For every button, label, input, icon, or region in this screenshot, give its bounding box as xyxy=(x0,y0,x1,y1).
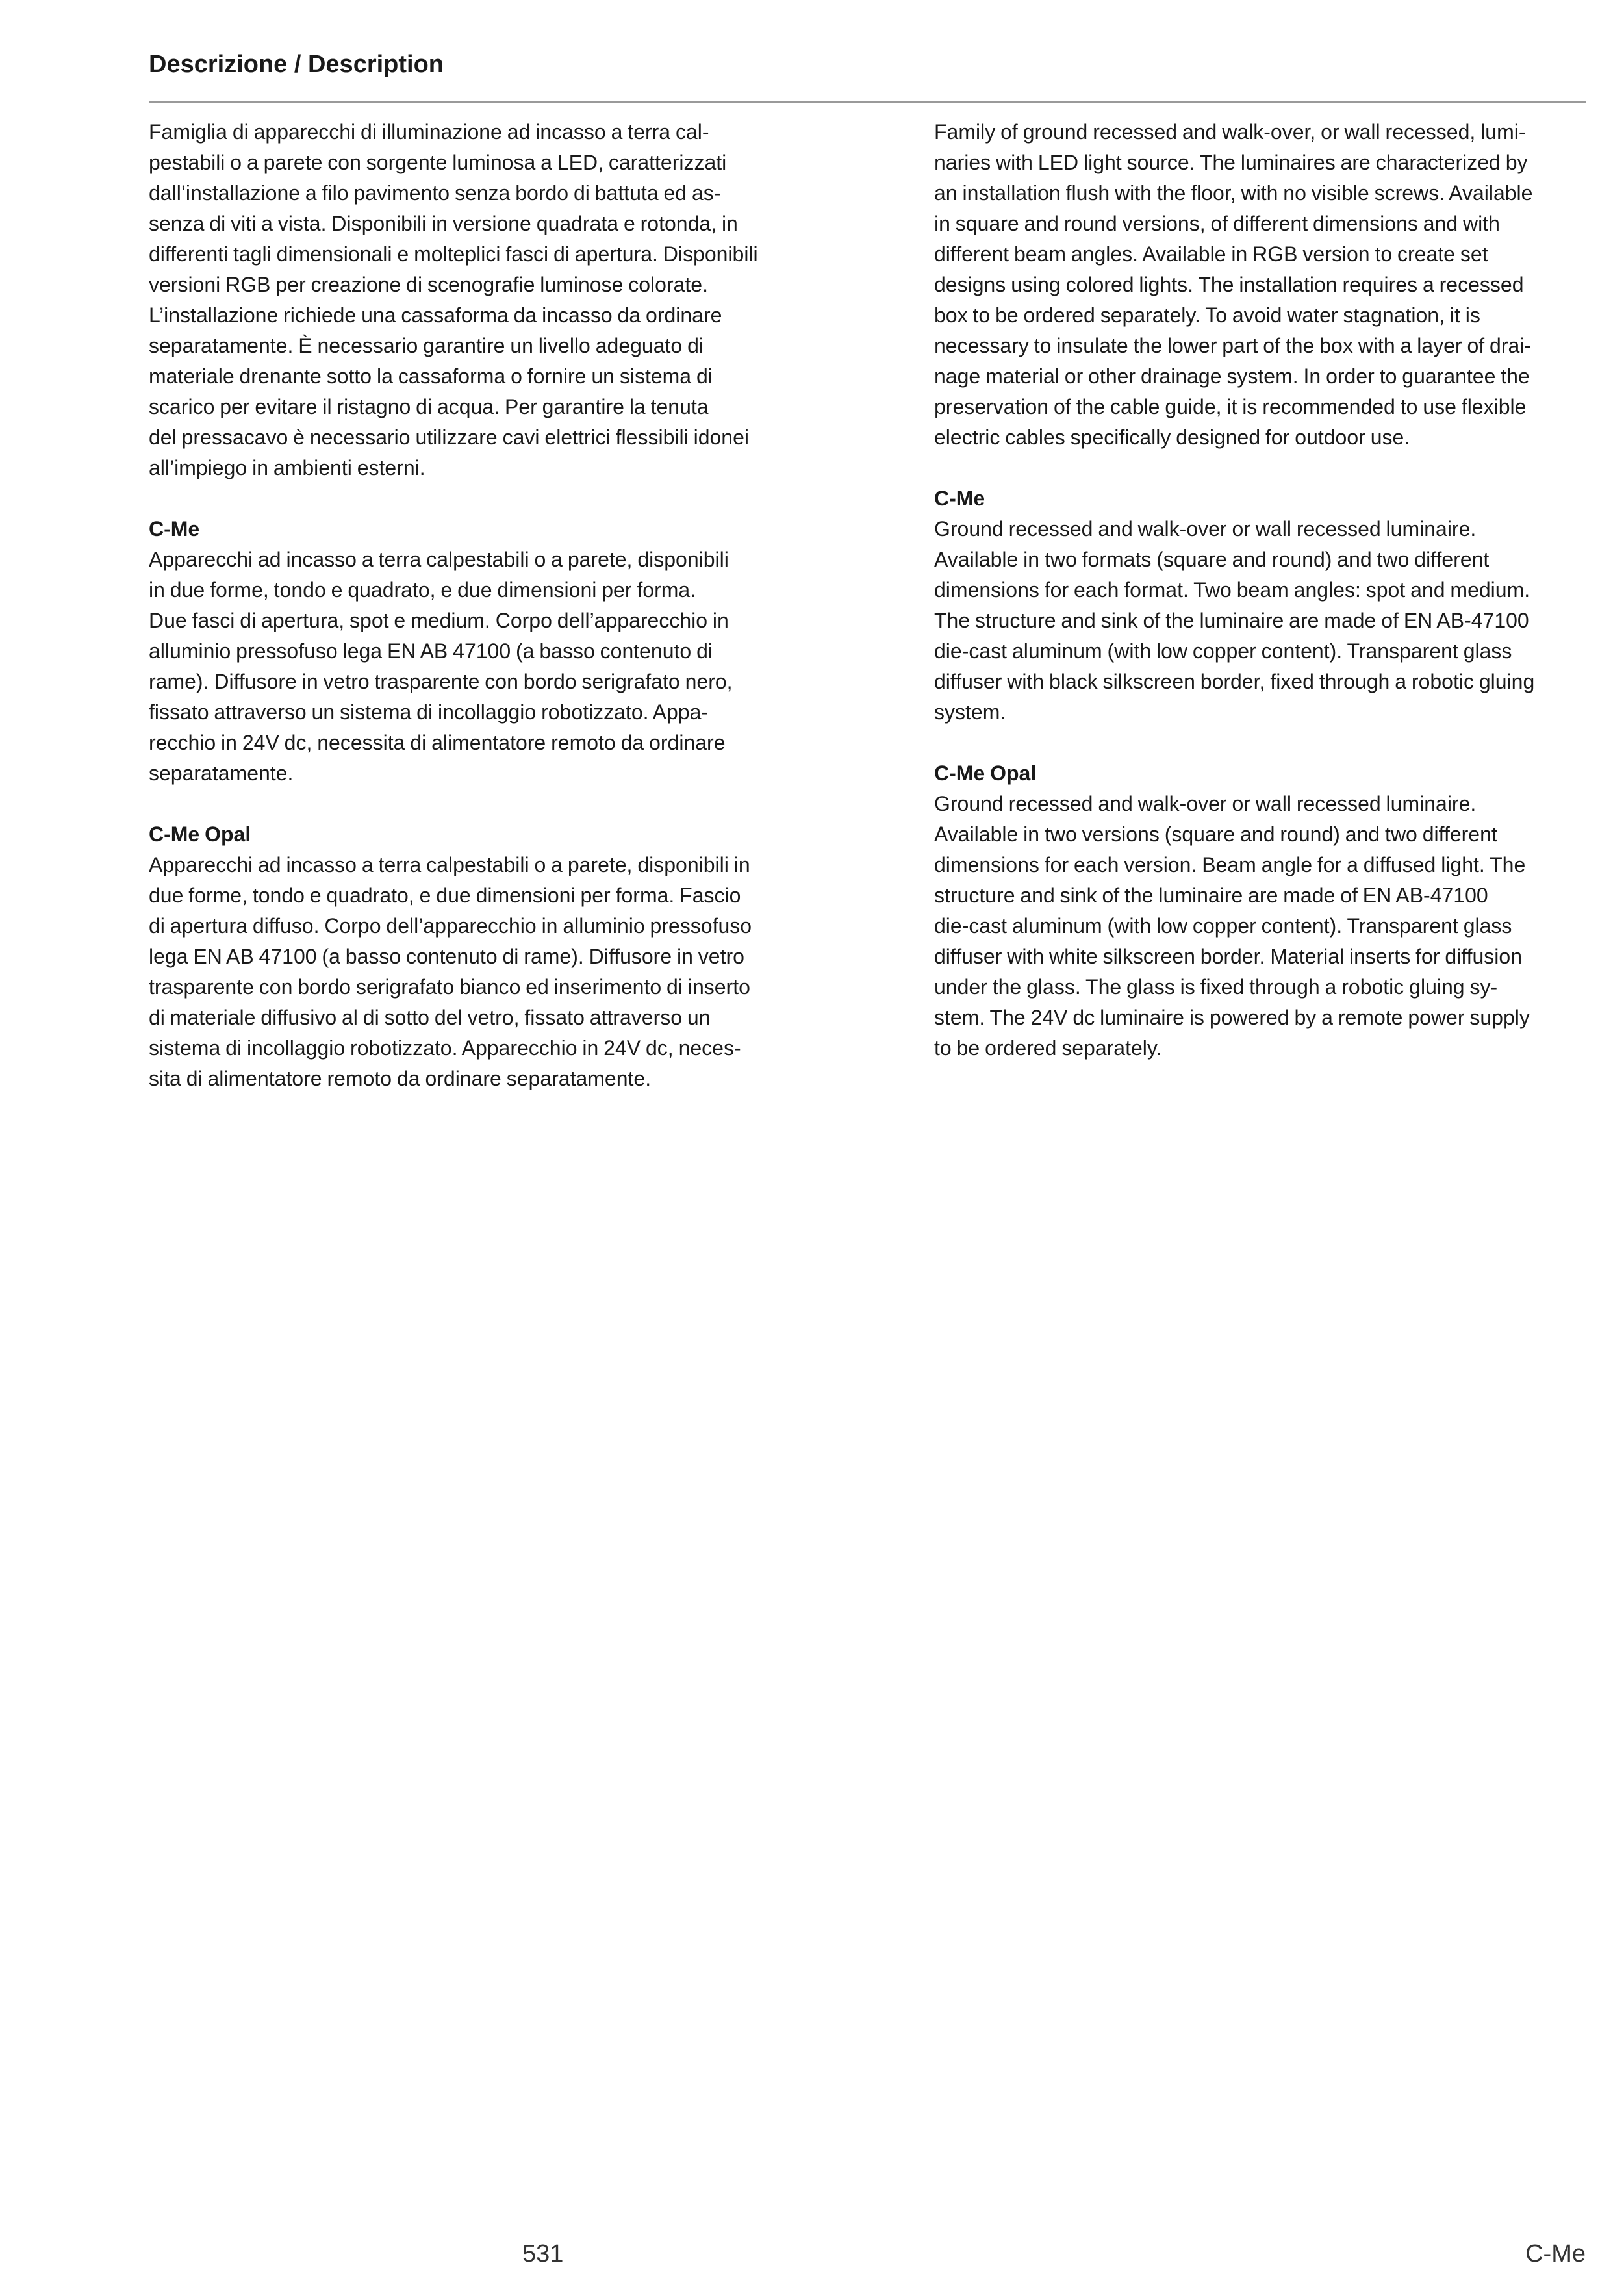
text-line: diffuser with black silkscreen border, fixed through a robotic gluing xyxy=(934,670,1535,693)
page-title: Descrizione / Description xyxy=(149,51,444,78)
text-line: under the glass. The glass is fixed through a robotic gluing sy- xyxy=(934,975,1498,999)
text-line: in square and round versions, of different dimensions and with xyxy=(934,212,1500,235)
text-line: in due forme, tondo e quadrato, e due dimensioni per forma. xyxy=(149,578,696,602)
text-line: preservation of the cable guide, it is recommended to use flexible xyxy=(934,395,1527,418)
text-line: naries with LED light source. The luminaires are characterized by xyxy=(934,151,1528,174)
text-line: Family of ground recessed and walk-over, or wall recessed, lumi- xyxy=(934,120,1526,144)
text-line: pestabili o a parete con sorgente luminosa a LED, caratterizzati xyxy=(149,151,727,174)
footer-product-name: C-Me xyxy=(1525,2240,1586,2268)
italian-cme-body xyxy=(149,544,811,789)
english-cme-section xyxy=(934,483,1590,728)
text-line: necessary to insulate the lower part of the box with a layer of drai- xyxy=(934,334,1532,357)
english-cme-body xyxy=(934,514,1590,728)
text-line: diffuser with white silkscreen border. Material inserts for diffusion xyxy=(934,945,1522,968)
text-line: Ground recessed and walk-over or wall recessed luminaire. xyxy=(934,792,1477,815)
text-line: Ground recessed and walk-over or wall recessed luminaire. xyxy=(934,517,1477,541)
text-line: stem. The 24V dc luminaire is powered by a remote power supply xyxy=(934,1006,1530,1029)
english-opal-body xyxy=(934,789,1590,1064)
text-line: Apparecchi ad incasso a terra calpestabili o a parete, disponibili in xyxy=(149,853,750,876)
text-line: materiale drenante sotto la cassaforma o fornire un sistema di xyxy=(149,364,713,388)
heading-divider xyxy=(149,101,1586,103)
text-line: di apertura diffuso. Corpo dell’apparecchio in alluminio pressofuso xyxy=(149,914,752,938)
text-line: separatamente. xyxy=(149,761,294,785)
text-line: fissato attraverso un sistema di incollaggio robotizzato. Appa- xyxy=(149,700,709,724)
text-line: Due fasci di apertura, spot e medium. Corpo dell’apparecchio in xyxy=(149,609,729,632)
text-line: scarico per evitare il ristagno di acqua. Per garantire la tenuta xyxy=(149,395,709,418)
text-line: dimensions for each version. Beam angle for a diffused light. The xyxy=(934,853,1526,876)
italian-column xyxy=(149,117,811,1125)
italian-cme-title: C-Me xyxy=(149,517,200,541)
text-line: Available in two versions (square and round) and two different xyxy=(934,823,1497,846)
text-line: senza di viti a vista. Disponibili in versione quadrata e rotonda, in xyxy=(149,212,738,235)
text-line: versioni RGB per creazione di scenografie luminose colorate. xyxy=(149,273,708,296)
text-line: di materiale diffusivo al di sotto del vetro, fissato attraverso un xyxy=(149,1006,711,1029)
text-line: sita di alimentatore remoto da ordinare separatamente. xyxy=(149,1067,652,1090)
english-opal-section xyxy=(934,758,1590,1064)
text-line: dimensions for each format. Two beam angles: spot and medium. xyxy=(934,578,1530,602)
text-line: sistema di incollaggio robotizzato. Apparecchio in 24V dc, neces- xyxy=(149,1036,741,1060)
text-line: differenti tagli dimensionali e molteplici fasci di apertura. Disponibili xyxy=(149,242,758,266)
text-line: structure and sink of the luminaire are made of EN AB-47100 xyxy=(934,884,1488,907)
italian-cme-section xyxy=(149,514,811,789)
text-line: all’impiego in ambienti esterni. xyxy=(149,456,425,479)
text-line: Apparecchi ad incasso a terra calpestabili o a parete, disponibili xyxy=(149,548,729,571)
text-line: to be ordered separately. xyxy=(934,1036,1162,1060)
text-line: die-cast aluminum (with low copper content). Transparent glass xyxy=(934,639,1512,663)
text-line: recchio in 24V dc, necessita di alimentatore remoto da ordinare xyxy=(149,731,726,754)
text-line: box to be ordered separately. To avoid water stagnation, it is xyxy=(934,303,1480,327)
text-line: L’installazione richiede una cassaforma da incasso da ordinare xyxy=(149,303,722,327)
text-line: electric cables specifically designed for outdoor use. xyxy=(934,426,1410,449)
text-line: an installation flush with the floor, with no visible screws. Available xyxy=(934,181,1533,205)
english-cme-title: C-Me xyxy=(934,487,985,510)
text-line: separatamente. È necessario garantire un livello adeguato di xyxy=(149,334,704,357)
text-line: del pressacavo è necessario utilizzare cavi elettrici flessibili idonei xyxy=(149,426,749,449)
page-number: 531 xyxy=(522,2240,564,2268)
text-line: designs using colored lights. The installation requires a recessed xyxy=(934,273,1524,296)
text-line: lega EN AB 47100 (a basso contenuto di rame). Diffusore in vetro xyxy=(149,945,744,968)
english-column xyxy=(934,117,1590,1094)
text-line: due forme, tondo e quadrato, e due dimensioni per forma. Fascio xyxy=(149,884,741,907)
italian-opal-title: C-Me Opal xyxy=(149,823,251,846)
english-opal-title: C-Me Opal xyxy=(934,761,1037,785)
text-line: alluminio pressofuso lega EN AB 47100 (a basso contenuto di xyxy=(149,639,713,663)
text-line: system. xyxy=(934,700,1006,724)
italian-intro-paragraph xyxy=(149,117,811,483)
text-line: Famiglia di apparecchi di illuminazione ad incasso a terra cal- xyxy=(149,120,709,144)
text-line: Available in two formats (square and round) and two different xyxy=(934,548,1490,571)
text-line: dall’installazione a filo pavimento senza bordo di battuta ed as- xyxy=(149,181,721,205)
text-line: trasparente con bordo serigrafato bianco ed inserimento di inserto xyxy=(149,975,750,999)
english-intro-paragraph xyxy=(934,117,1590,453)
text-line: different beam angles. Available in RGB version to create set xyxy=(934,242,1488,266)
text-line: die-cast aluminum (with low copper content). Transparent glass xyxy=(934,914,1512,938)
italian-opal-section xyxy=(149,819,811,1094)
italian-opal-body xyxy=(149,850,811,1094)
text-line: rame). Diffusore in vetro trasparente con bordo serigrafato nero, xyxy=(149,670,733,693)
text-line: The structure and sink of the luminaire are made of EN AB-47100 xyxy=(934,609,1529,632)
text-line: nage material or other drainage system. In order to guarantee the xyxy=(934,364,1530,388)
